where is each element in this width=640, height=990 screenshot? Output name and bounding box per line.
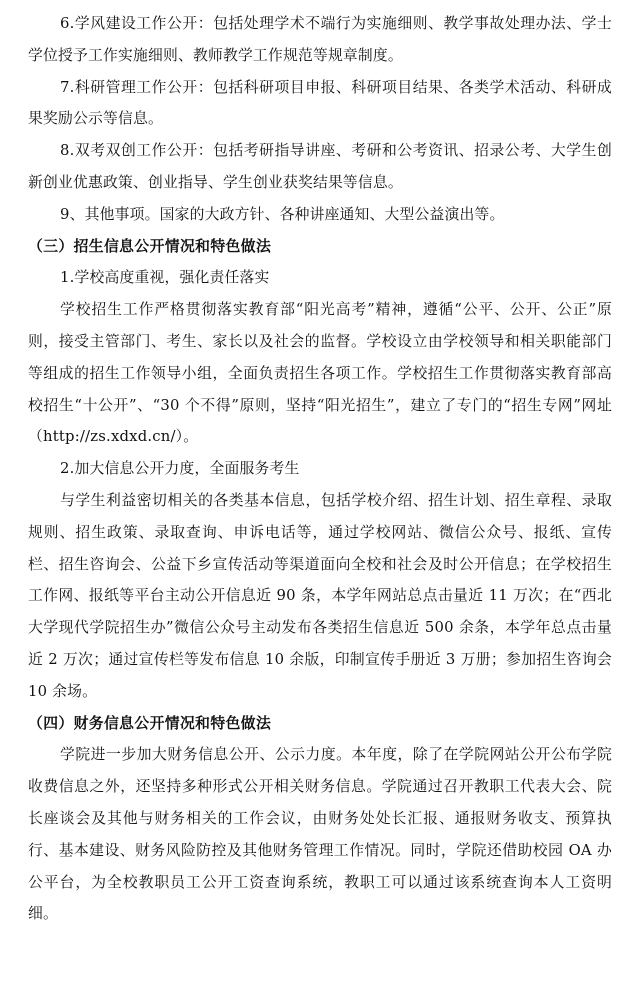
section-3-sub1-body: 学校招生工作严格贯彻落实教育部“阳光高考”精神，遵循“公平、公开、公正”原则，接受主管部门、考生、家长以及社会的监督。学校设立由学校领导和相关职能部门等组成的招生工作领导小组，全面负责招生各项工作。学校招生工作贯彻落实教育部高校招生“十公开”、“30 个不得”原则，坚持“阳光招生”，建立了专门的“招生专网”网址（http://zs.xdxd.cn/）。 [28,301,612,446]
section-4-heading: （四）财务信息公开情况和特色做法 [28,714,272,732]
section-3-sub1-title: 1.学校高度重视，强化责任落实 [60,269,270,287]
item-7-paragraph: 7.科研管理工作公开：包括科研项目申报、科研项目结果、各类学术活动、科研成果奖励公示等信息。 [28,78,612,128]
item-9-paragraph: 9、其他事项。国家的大政方针、各种讲座通知、大型公益演出等。 [60,205,505,223]
section-4-body: 学院进一步加大财务信息公开、公示力度。本年度，除了在学院网站公开公布学院收费信息之外，还坚持多种形式公开相关财务信息。学院通过召开教职工代表大会、院长座谈会及其他与财务相关的工作会议，由财务处处长汇报、通报财务收支、预算执行、基本建设、财务风险防控及其他财务管理工作情况。同时，学院还借助校园 OA 办公平台，为全校教职员工公开工资查询系统，教职工可以通过该系统查询本人工资明细。 [28,746,612,923]
section-3-sub2-title: 2.加大信息公开力度，全面服务考生 [60,460,300,478]
item-6-paragraph: 6.学风建设工作公开：包括处理学术不端行为实施细则、教学事故处理办法、学士学位授予工作实施细则、教师教学工作规范等规章制度。 [28,15,612,64]
section-3-sub2-body: 与学生利益密切相关的各类基本信息，包括学校介绍、招生计划、招生章程、录取规则、招生政策、录取查询、申诉电话等，通过学校网站、微信公众号、报纸、宣传栏、招生咨询会、公益下乡宣传活动等渠道面向全校和社会及时公开信息；在学校招生工作网、报纸等平台主动公开信息近 90 条，本学年网站总点击量近 11 万次；在“西北大学现代学院招生办”微信公众号主动发布各类招生信息近 500 余条，本学年总点击量近 2 万次；通过宣传栏等发布信息 10 余版，印制宣传手册近 3 万册；参加招生咨询会 10 余场。 [28,491,612,700]
section-3-heading: （三）招生信息公开情况和特色做法 [28,237,272,255]
item-8-paragraph: 8.双考双创工作公开：包括考研指导讲座、考研和公考资讯、招录公考、大学生创新创业优惠政策、创业指导、学生创业获奖结果等信息。 [28,142,612,191]
document-page [28,8,612,930]
